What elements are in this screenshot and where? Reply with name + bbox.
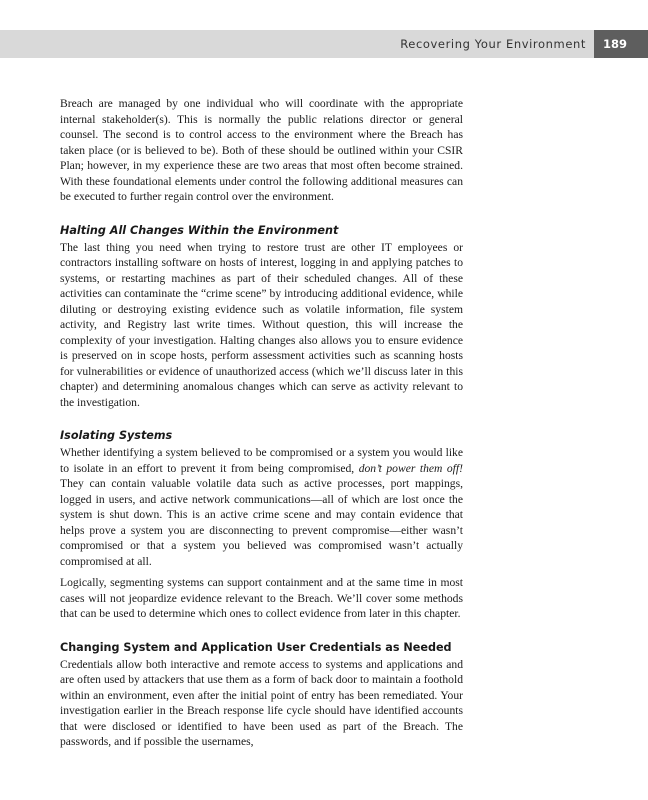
paragraph-intro: Breach are managed by one individual who will coordinate with the appropriate internal stakeholder(s). This is normally the public relations director or general counsel. The second is to control access to the environment where the Breach has taken place (or is believed to be). Both of these should be outlined within your CSIR Plan; however, in my experience these are two areas that most often become strained. With these foundational elements under control the following additional measures can be executed to further regain control over the environment.	[60, 97, 463, 203]
paragraph-isolating-systems	[60, 445, 463, 569]
isolating-text-start: Whether identifying a system believed to be compromised or a system you would like to isolate in an effort to prevent it from being compromised,	[60, 446, 463, 475]
isolating-text-end: They can contain valuable volatile data such as active processes, port mappings, logged in users, and active network communications—all of which are lost once the system is shut down. This is an active crime scene and may contain evidence that helps prove a system you are disconnecting to prevent compromise—either wasn’t compromised or that a system you believed was compromised wasn’t actually compromised at all.	[60, 477, 463, 568]
paragraph-changing-credentials: Credentials allow both interactive and remote access to systems and applications and are often used by attackers that use them as a form of back door to maintain a foothold within an environment, even after the initial point of entry has been remediated. Your investigation earlier in the Breach response life cycle should have identified accounts that were disclosed or identified to have been used as part of the Breach. The passwords, and if possible the usernames,	[60, 657, 463, 748]
running-title: Recovering Your Environment	[400, 37, 586, 51]
page-body	[60, 96, 463, 750]
heading-isolating-systems: Isolating Systems	[60, 429, 173, 442]
paragraph-segmenting: Logically, segmenting systems can support containment and at the same time in most cases will not jeopardize evidence relevant to the Breach. We’ll cover some methods that can be used to determine which ones to collect evidence from later in this chapter.	[60, 576, 463, 620]
heading-changing-credentials: Changing System and Application User Credentials as Needed	[60, 640, 452, 654]
page-number: 189	[594, 30, 648, 58]
heading-halting-changes: Halting All Changes Within the Environment	[60, 223, 339, 237]
paragraph-halting-changes: The last thing you need when trying to restore trust are other IT employees or contractors installing software on hosts of interest, logging in and applying patches to systems, or restarting machines as part of their scheduled changes. All of these activities can contaminate the “crime scene” by introducing additional evidence, while diluting or destroying existing evidence such as volatile information, file system activity, and Registry last write times. Without question, this will increase the complexity of your investigation. Halting changes also allows you to ensure evidence is preserved on in scope hosts, perform assessment activities such as scanning hosts for vulnerabilities or evidence of unauthorized access (which we’ll discuss later in this chapter) and determining anomalous changes which can serve as activity relevant to the investigation.	[60, 240, 463, 409]
isolating-emphasis: don’t power them off!	[358, 461, 463, 475]
